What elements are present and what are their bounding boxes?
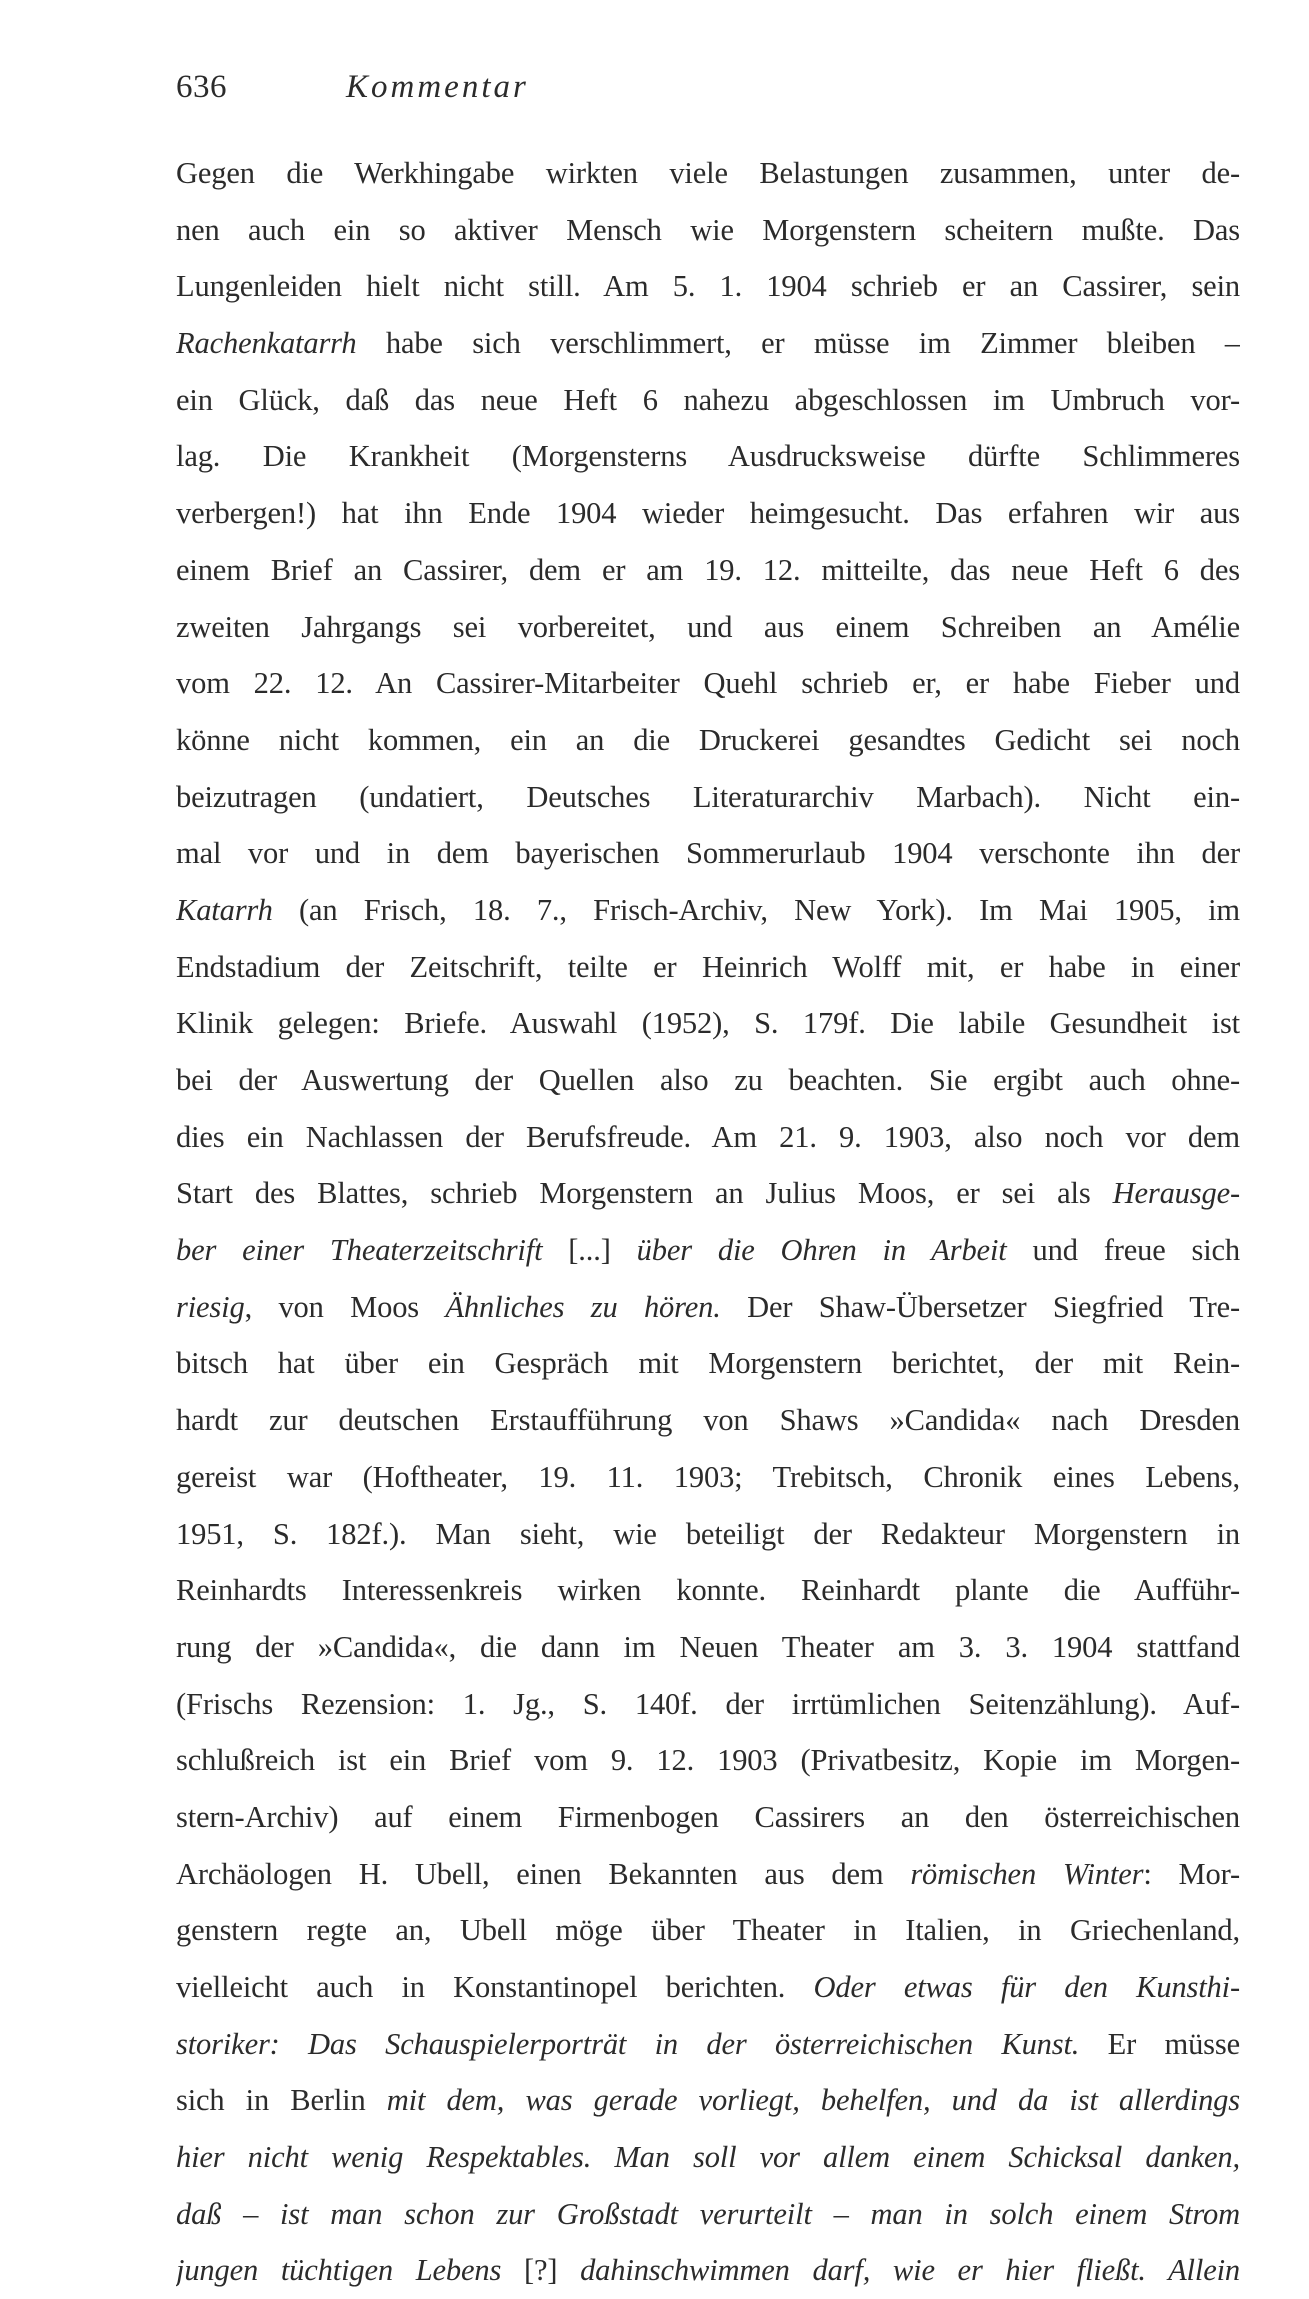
text-line — [176, 712, 1240, 769]
text-segment: bitsch hat über ein Gespräch mit Morgenstern berichtet, der mit Rein- — [176, 1346, 1240, 1381]
text-segment: mal vor und in dem bayerischen Sommerurlaub 1904 verschonte ihn der — [176, 836, 1240, 871]
text-line — [176, 769, 1240, 826]
text-segment: verbergen!) hat ihn Ende 1904 wieder heimgesucht. Das erfahren wir aus — [176, 496, 1240, 531]
text-segment: einem Brief an Cassirer, dem er am 19. 12. mitteilte, das neue Heft 6 des — [176, 552, 1240, 587]
text-line — [176, 1392, 1240, 1449]
text-segment: hardt zur deutschen Erstaufführung von Shaws »Candida« nach Dresden — [176, 1403, 1240, 1438]
text-line — [176, 825, 1240, 882]
text-line — [176, 1619, 1240, 1676]
text-segment: : Mor- — [1143, 1856, 1240, 1891]
page-number: 636 — [176, 69, 227, 105]
text-segment: [...] — [542, 1233, 637, 1268]
text-segment: und freue sich — [1006, 1233, 1240, 1268]
text-line — [176, 2016, 1240, 2073]
text-segment: Endstadium der Zeitschrift, teilte er Heinrich Wolff mit, er habe in einer — [176, 949, 1240, 984]
text-segment: lag. Die Krankheit (Morgensterns Ausdrucksweise dürfte Schlimmeres — [176, 439, 1240, 474]
italic-quote-segment: Rachenkatarrh — [176, 326, 357, 361]
text-line — [176, 1449, 1240, 1506]
text-line — [176, 1222, 1240, 1279]
text-segment: , von Moos — [244, 1289, 446, 1324]
italic-quote-segment: Ähnliches zu hören. — [445, 1289, 721, 1324]
italic-quote-segment: über die Ohren in Arbeit — [636, 1233, 1007, 1268]
italic-quote-segment: hier nicht wenig Respektables. Man soll vor allem einem Schicksal danken, — [176, 2140, 1240, 2175]
text-line — [176, 1846, 1240, 1903]
text-line — [176, 1789, 1240, 1846]
text-segment: Reinhardts Interessenkreis wirken konnte. Reinhardt plante die Aufführ- — [176, 1573, 1240, 1608]
text-segment: Er müsse — [1079, 2026, 1240, 2061]
text-line — [176, 1506, 1240, 1563]
text-line — [176, 372, 1240, 429]
italic-quote-segment: Oder etwas für den Kunsthi- — [813, 1970, 1240, 2004]
text-segment: (an Frisch, 18. 7., Frisch-Archiv, New York). Im Mai 1905, im — [272, 892, 1240, 927]
text-line — [176, 1562, 1240, 1619]
text-line — [176, 1959, 1240, 2016]
text-line — [176, 882, 1240, 939]
text-segment: rung der »Candida«, die dann im Neuen Theater am 3. 3. 1904 stattfand — [176, 1629, 1240, 1664]
text-segment: ein Glück, daß das neue Heft 6 nahezu abgeschlossen im Umbruch vor- — [176, 382, 1240, 417]
text-line — [176, 1335, 1240, 1392]
text-segment: habe sich verschlimmert, er müsse im Zimmer bleiben – — [356, 326, 1240, 361]
text-line — [176, 315, 1240, 372]
text-line — [176, 2072, 1240, 2129]
text-segment: bei der Auswertung der Quellen also zu beachten. Sie ergibt auch ohne- — [176, 1063, 1240, 1097]
text-line — [176, 655, 1240, 712]
text-segment: vielleicht auch in Konstantinopel berichten. — [176, 1970, 814, 2004]
text-line — [176, 995, 1240, 1052]
italic-quote-segment: römischen Winter — [910, 1856, 1144, 1891]
text-segment: genstern regte an, Ubell möge über Theater in Italien, in Griechenland, — [176, 1913, 1240, 1948]
text-segment: schlußreich ist ein Brief vom 9. 12. 1903 (Privatbesitz, Kopie im Morgen- — [176, 1743, 1240, 1778]
text-line — [176, 2242, 1240, 2299]
text-segment: Klinik gelegen: Briefe. Auswahl (1952), S. 179f. Die labile Gesundheit ist — [176, 1006, 1240, 1041]
text-segment: könne nicht kommen, ein an die Druckerei gesandtes Gedicht sei noch — [176, 722, 1240, 757]
text-segment: Lungenleiden hielt nicht still. Am 5. 1. 1904 schrieb er an Cassirer, sein — [176, 269, 1240, 304]
text-line — [176, 1732, 1240, 1789]
text-segment: beizutragen (undatiert, Deutsches Literaturarchiv Marbach). Nicht ein- — [176, 779, 1240, 814]
section-title: Kommentar — [346, 69, 529, 105]
text-line — [176, 1165, 1240, 1222]
text-line — [176, 2129, 1240, 2186]
text-line — [176, 939, 1240, 996]
text-segment: 1951, S. 182f.). Man sieht, wie beteiligt der Redakteur Morgenstern in — [176, 1516, 1240, 1551]
text-segment: gereist war (Hoftheater, 19. 11. 1903; Trebitsch, Chronik eines Lebens, — [176, 1459, 1240, 1494]
text-segment: Archäologen H. Ubell, einen Bekannten aus dem — [176, 1856, 911, 1891]
text-line — [176, 485, 1240, 542]
text-line — [176, 1676, 1240, 1733]
italic-quote-segment: Katarrh — [176, 892, 273, 927]
text-segment: [?] — [501, 2253, 581, 2288]
text-segment: dies ein Nachlassen der Berufsfreude. Am 21. 9. 1903, also noch vor dem — [176, 1119, 1240, 1154]
text-line — [176, 202, 1240, 259]
italic-quote-segment: jungen tüchtigen Lebens — [176, 2253, 502, 2288]
text-line — [176, 145, 1240, 202]
italic-quote-segment: riesig — [176, 1289, 245, 1324]
italic-quote-segment: mit dem, was gerade vorliegt, behelfen, und da ist allerdings — [386, 2083, 1240, 2118]
italic-quote-segment: dahinschwimmen darf, wie er hier fließt. Allein — [580, 2253, 1240, 2288]
text-line — [176, 599, 1240, 656]
italic-quote-segment: ber einer Theaterzeitschrift — [176, 1233, 543, 1268]
text-segment: zweiten Jahrgangs sei vorbereitet, und aus einem Schreiben an Amélie — [176, 609, 1240, 644]
text-line — [176, 428, 1240, 485]
text-segment: stern-Archiv) auf einem Firmenbogen Cassirers an den österreichischen — [176, 1799, 1240, 1834]
text-segment: sich in Berlin — [176, 2083, 387, 2118]
text-line — [176, 1902, 1240, 1959]
italic-quote-segment: Herausge- — [1112, 1176, 1240, 1211]
text-segment: (Frischs Rezension: 1. Jg., S. 140f. der irrtümlichen Seitenzählung). Auf- — [176, 1686, 1240, 1721]
text-line — [176, 1109, 1240, 1166]
running-head — [176, 62, 1240, 112]
text-line — [176, 1279, 1240, 1336]
text-segment: nen auch ein so aktiver Mensch wie Morgenstern scheitern mußte. Das — [176, 212, 1240, 247]
text-line — [176, 2186, 1240, 2243]
text-segment: Gegen die Werkhingabe wirkten viele Belastungen zusammen, unter de- — [176, 156, 1240, 190]
text-segment: Der Shaw-Übersetzer Siegfried Tre- — [720, 1289, 1240, 1324]
text-segment: Start des Blattes, schrieb Morgenstern an Julius Moos, er sei als — [176, 1176, 1113, 1211]
italic-quote-segment: daß – ist man schon zur Großstadt verurteilt – man in solch einem Strom — [176, 2196, 1240, 2231]
text-segment: vom 22. 12. An Cassirer-Mitarbeiter Quehl schrieb er, er habe Fieber und — [176, 666, 1240, 701]
text-line — [176, 542, 1240, 599]
italic-quote-segment: storiker: Das Schauspielerporträt in der österreichischen Kunst. — [176, 2026, 1080, 2061]
text-line — [176, 258, 1240, 315]
commentary-body-text — [176, 145, 1240, 2299]
text-line — [176, 1052, 1240, 1109]
